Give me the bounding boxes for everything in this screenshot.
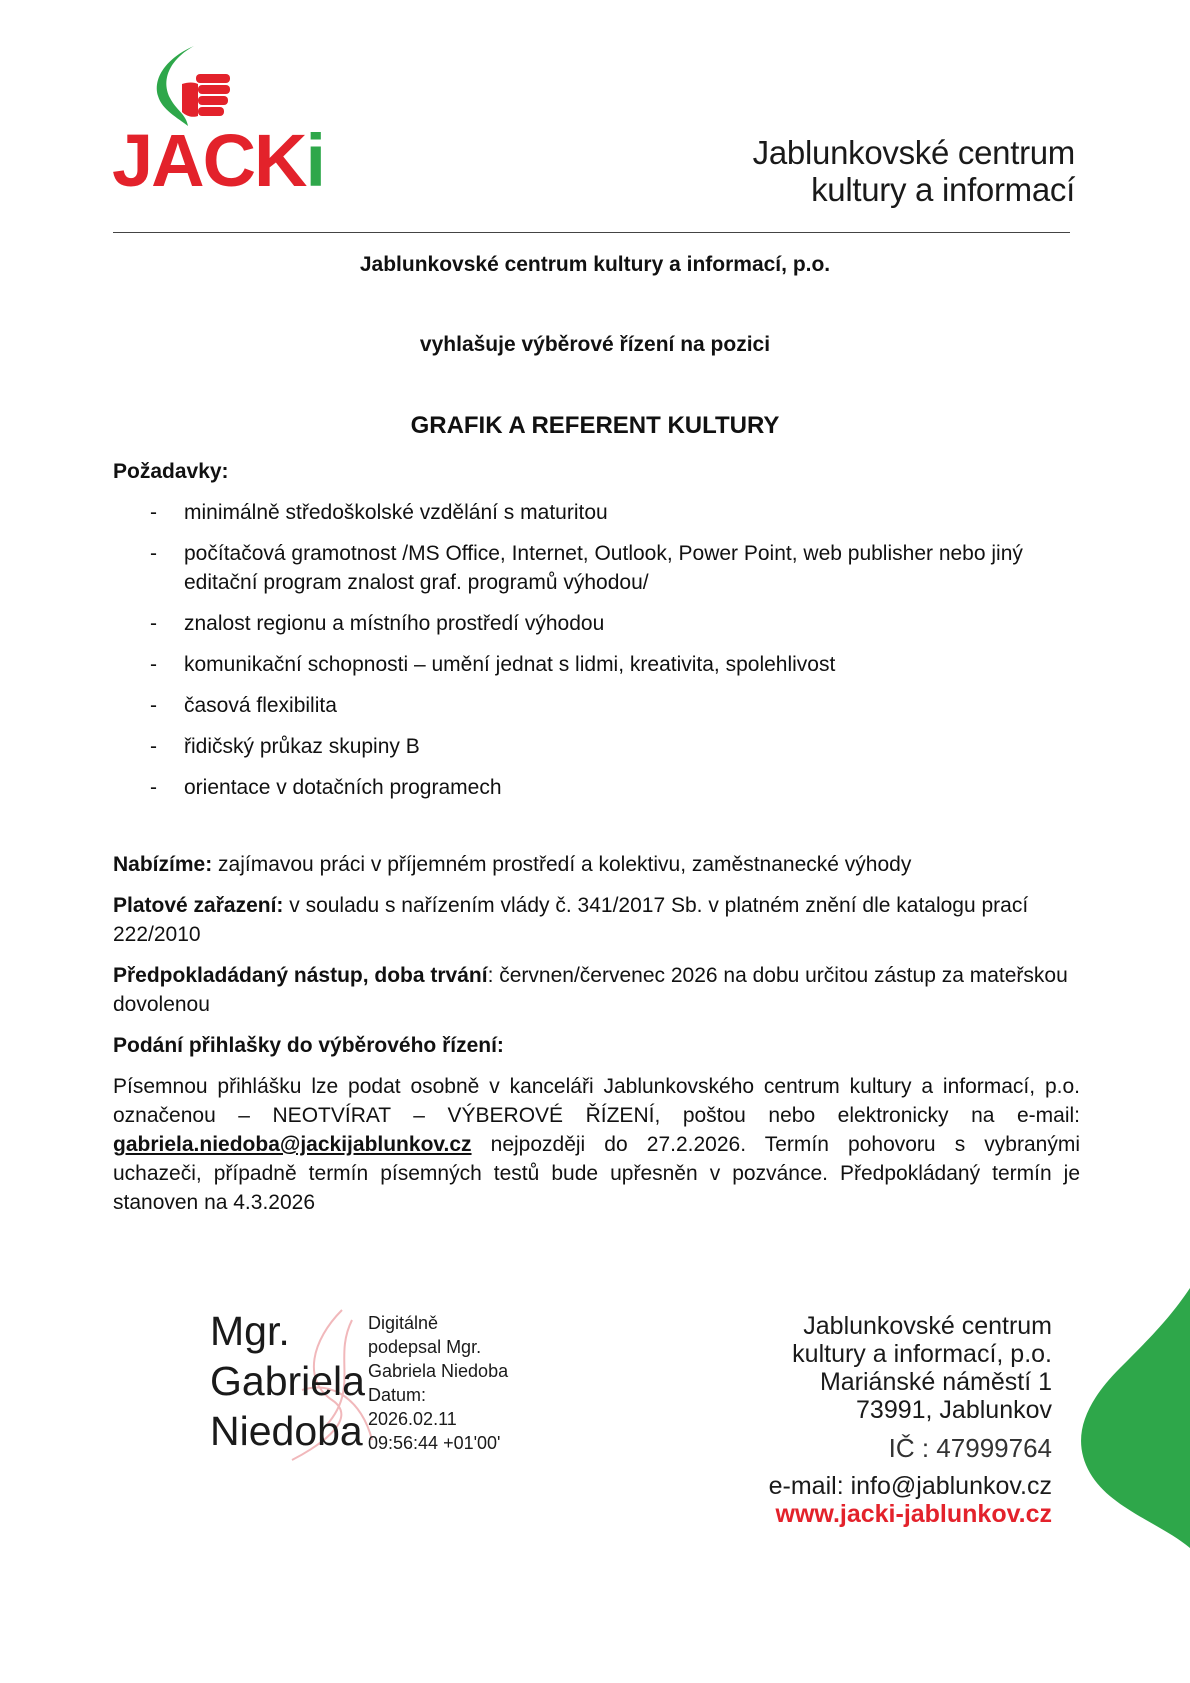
- apply-text-2: nejpozději do 27.2.2026. Termín pohovoru s vybranými uchazeči, případně termín písemných testů bude upřesněn v pozvánce. Předpokládaný termín je stanoven na 4.3.2026: [113, 1133, 1080, 1214]
- list-item: [113, 773, 1080, 802]
- start-paragraph: [113, 961, 1080, 1019]
- list-dash: -: [150, 776, 157, 799]
- signature-name: [210, 1306, 365, 1456]
- contact-ic: IČ : 47999764: [888, 1433, 1052, 1463]
- requirements-heading: Požadavky:: [113, 460, 229, 483]
- logo-text: JACKi: [112, 119, 325, 202]
- contact-email[interactable]: e-mail: info@jablunkov.cz: [768, 1472, 1052, 1500]
- signature-name-line3: Niedoba: [210, 1408, 363, 1454]
- start-text: : červnen/červenec 2026 na dobu určitou zástup za mateřskou dovolenou: [113, 964, 1068, 1016]
- list-item: [113, 691, 1080, 720]
- requirement-text: znalost regionu a místního prostředí výhodou: [184, 612, 605, 635]
- org-header-line1: Jablunkovské centrum: [752, 134, 1075, 171]
- list-dash: -: [150, 694, 157, 717]
- signature-detail-line: 09:56:44 +01'00': [368, 1433, 501, 1453]
- org-name: Jablunkovské centrum kultury a informací, p.o.: [359, 253, 831, 276]
- start-label: Předpokladádaný nástup, doba trvání: [113, 964, 488, 987]
- list-dash: -: [150, 735, 157, 758]
- announcement-intro: vyhlašuje výběrové řízení na pozici: [419, 333, 771, 356]
- salary-paragraph: [113, 891, 1080, 949]
- list-dash: -: [150, 653, 157, 676]
- signature-detail-line: podepsal Mgr.: [368, 1337, 482, 1357]
- apply-heading-text: Podání přihlašky do výběrového řízení:: [113, 1034, 504, 1057]
- list-dash: -: [150, 501, 157, 524]
- signature-detail-line: 2026.02.11: [368, 1409, 457, 1429]
- contact-line3: Mariánské náměstí 1: [819, 1368, 1052, 1396]
- list-dash: -: [150, 612, 157, 635]
- offer-text: zajímavou práci v příjemném prostředí a kolektivu, zaměstnanecké výhody: [212, 853, 912, 876]
- apply-text-1: Písemnou přihlášku lze podat osobně v kanceláři Jablunkovského centrum kultury a informací, p.o. označenou – NEOTVÍRAT – VÝBEROVÉ ŘÍZENÍ, poštou nebo elektronicky na e-mail:: [113, 1075, 1080, 1127]
- contact-line4: 73991, Jablunkov: [856, 1396, 1052, 1424]
- logo-fist-icon: [182, 74, 230, 117]
- green-swoosh-icon: [1070, 1288, 1190, 1548]
- salary-label: Platové zařazení:: [113, 894, 284, 917]
- signature-detail-line: Datum:: [368, 1385, 427, 1405]
- list-item: [113, 609, 1080, 638]
- contact-block: [769, 1312, 1052, 1528]
- requirement-text: časová flexibilita: [184, 694, 337, 717]
- requirement-text: počítačová gramotnost /MS Office, Internet, Outlook, Power Point, web publisher nebo jiný editační program znalost graf. programů výhodou/: [184, 542, 1023, 594]
- contact-line1: Jablunkovské centrum: [803, 1312, 1052, 1340]
- list-dash: -: [150, 542, 157, 565]
- main-content: [113, 457, 1080, 1229]
- list-item: [113, 539, 1080, 597]
- signature-detail-line: Gabriela Niedoba: [368, 1361, 509, 1381]
- org-header-line2: kultury a informací: [811, 171, 1075, 208]
- header-divider: [113, 232, 1070, 233]
- salary-text: v souladu s nařízením vlády č. 341/2017 Sb. v platném znění dle katalogu prací 222/2010: [113, 894, 1029, 946]
- requirements-list: [113, 498, 1080, 802]
- org-header: [753, 134, 1075, 208]
- apply-email-link[interactable]: gabriela.niedoba@jackijablunkov.cz: [113, 1133, 472, 1156]
- signature-name-line1: Mgr.: [210, 1308, 290, 1354]
- signature-detail-line: Digitálně: [368, 1313, 439, 1333]
- apply-paragraph: [113, 1072, 1080, 1217]
- contact-line2: kultury a informací, p.o.: [792, 1340, 1052, 1368]
- requirement-text: komunikační schopnosti – umění jednat s lidmi, kreativita, spolehlivost: [184, 653, 836, 676]
- requirement-text: minimálně středoškolské vzdělání s maturitou: [184, 501, 608, 524]
- signature-name-line2: Gabriela: [210, 1358, 365, 1404]
- offer-paragraph: [113, 850, 1080, 879]
- list-item: [113, 732, 1080, 761]
- apply-heading: [113, 1031, 1080, 1060]
- contact-website-link[interactable]: www.jacki-jablunkov.cz: [775, 1500, 1052, 1528]
- list-item: [113, 650, 1080, 679]
- list-item: [113, 498, 1080, 527]
- offer-label: Nabízíme:: [113, 853, 213, 876]
- signature-details: [368, 1311, 508, 1455]
- position-title: GRAFIK A REFERENT KULTURY: [410, 412, 780, 439]
- requirement-text: orientace v dotačních programech: [184, 776, 502, 799]
- requirement-text: řidičský průkaz skupiny B: [184, 735, 420, 758]
- jacki-logo: [112, 44, 352, 204]
